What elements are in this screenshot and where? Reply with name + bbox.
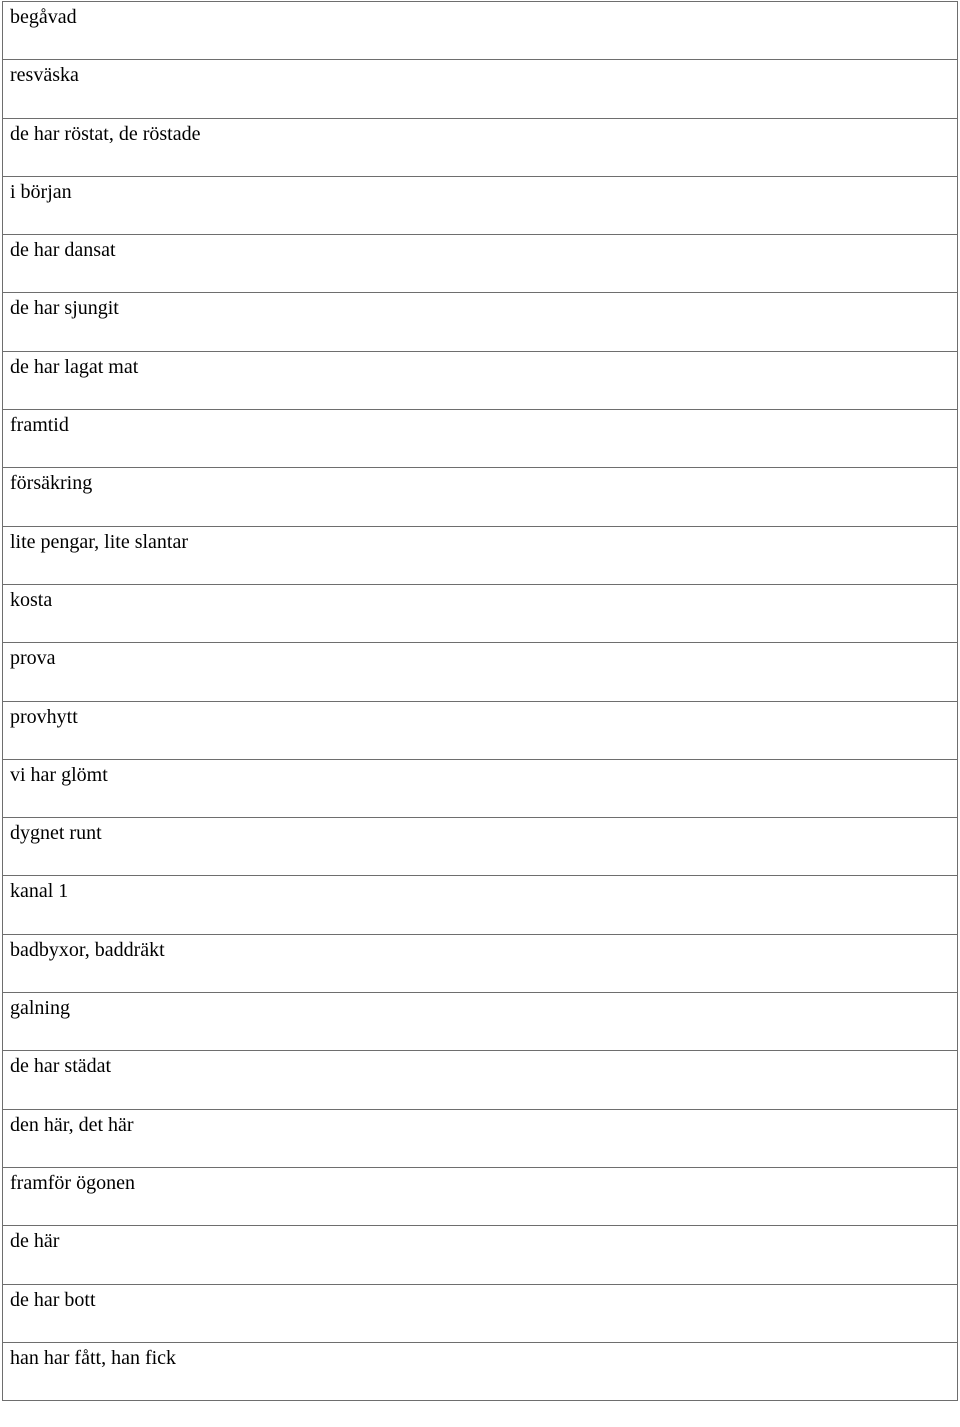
vocab-entry: lite pengar, lite slantar	[10, 530, 189, 553]
table-row	[3, 410, 958, 468]
vocab-entry: de har städat	[10, 1055, 112, 1078]
table-row	[3, 2, 958, 60]
table-cell	[3, 934, 958, 992]
table-cell	[3, 643, 958, 701]
table-row	[3, 293, 958, 351]
table-cell	[3, 293, 958, 351]
table-cell	[3, 1051, 958, 1109]
table-cell	[3, 584, 958, 642]
table-cell	[3, 876, 958, 934]
vocab-entry: badbyxor, baddräkt	[10, 938, 165, 961]
vocab-entry: galning	[10, 997, 70, 1020]
vocab-entry: framtid	[10, 414, 69, 437]
vocab-entry: provhytt	[10, 705, 78, 728]
table-cell	[3, 1342, 958, 1400]
table-cell	[3, 759, 958, 817]
table-row	[3, 1109, 958, 1167]
table-cell	[3, 701, 958, 759]
table-cell	[3, 818, 958, 876]
table-row	[3, 351, 958, 409]
vocab-entry: de här	[10, 1230, 60, 1253]
table-row	[3, 60, 958, 118]
table-cell	[3, 2, 958, 60]
vocab-entry: försäkring	[10, 472, 93, 495]
vocab-entry: de har bott	[10, 1288, 96, 1311]
table-row	[3, 934, 958, 992]
vocab-entry: kosta	[10, 588, 53, 611]
table-cell	[3, 526, 958, 584]
vocab-entry: den här, det här	[10, 1113, 134, 1136]
table-row	[3, 584, 958, 642]
vocab-entry: framför ögonen	[10, 1171, 135, 1194]
table-row	[3, 176, 958, 234]
vocab-entry: vi har glömt	[10, 763, 108, 786]
table-cell	[3, 410, 958, 468]
vocab-entry: de har dansat	[10, 239, 116, 262]
table-row	[3, 701, 958, 759]
vocab-entry: i början	[10, 180, 72, 203]
vocab-entry: prova	[10, 647, 56, 670]
table-cell	[3, 1109, 958, 1167]
table-row	[3, 1226, 958, 1284]
table-row	[3, 759, 958, 817]
table-cell	[3, 993, 958, 1051]
vocab-entry: dygnet runt	[10, 822, 102, 845]
table-row	[3, 1167, 958, 1225]
table-row	[3, 526, 958, 584]
vocab-entry: kanal 1	[10, 880, 69, 903]
vocab-entry: resväska	[10, 64, 79, 87]
table-cell	[3, 176, 958, 234]
table-row	[3, 876, 958, 934]
vocab-entry: de har röstat, de röstade	[10, 122, 201, 145]
table-cell	[3, 235, 958, 293]
table-row	[3, 1051, 958, 1109]
table-row	[3, 818, 958, 876]
table-cell	[3, 60, 958, 118]
table-row	[3, 1284, 958, 1342]
table-cell	[3, 1284, 958, 1342]
table-row	[3, 235, 958, 293]
table-cell	[3, 1226, 958, 1284]
table-row	[3, 643, 958, 701]
table-cell	[3, 351, 958, 409]
vocabulary-table	[2, 1, 958, 1401]
table-row	[3, 118, 958, 176]
vocab-entry: begåvad	[10, 6, 77, 28]
table-row	[3, 1342, 958, 1400]
vocab-entry: han har fått, han fick	[10, 1346, 177, 1369]
vocab-entry: de har lagat mat	[10, 355, 139, 378]
table-cell	[3, 118, 958, 176]
table-row	[3, 993, 958, 1051]
vocab-entry: de har sjungit	[10, 297, 119, 320]
table-row	[3, 468, 958, 526]
table-cell	[3, 1167, 958, 1225]
table-cell	[3, 468, 958, 526]
